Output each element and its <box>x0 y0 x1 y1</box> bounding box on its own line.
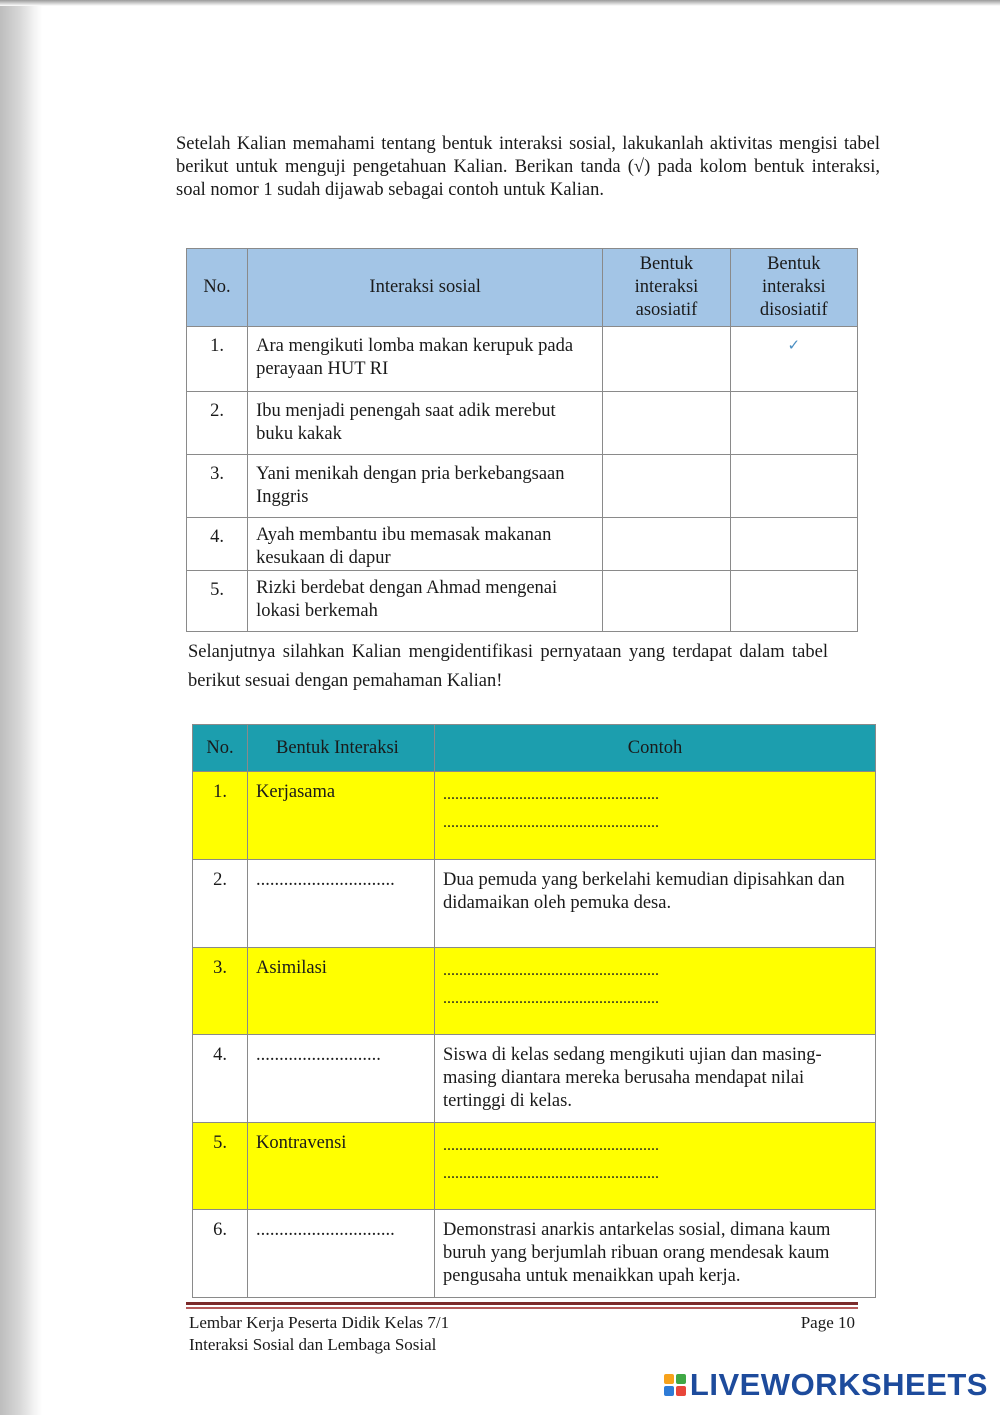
contoh-answer-field[interactable] <box>435 772 876 860</box>
table-row <box>193 772 876 860</box>
table-row <box>187 455 858 518</box>
t2-header-bentuk: Bentuk Interaksi <box>248 725 435 772</box>
table-row <box>187 571 858 632</box>
row-text: Rizki berdebat dengan Ahmad mengenai lokasi berkemah <box>248 571 603 632</box>
intro-paragraph: Setelah Kalian memahami tentang bentuk interaksi sosial, lakukanlah aktivitas mengisi tabel berikut untuk menguji pengetahuan Kalian. Berikan tanda (√) pada kolom bentuk interaksi, soal nomor 1 sudah dijawab sebagai contoh untuk Kalian. <box>176 134 880 200</box>
t1-header-disosiatif: Bentuk interaksi disosiatif <box>730 249 857 327</box>
interaction-table <box>186 248 858 632</box>
instruction-paragraph: Selanjutnya silahkan Kalian mengidentifikasi pernyataan yang terdapat dalam tabel berikut sesuai dengan pemahaman Kalian! <box>188 642 828 691</box>
footer-info <box>189 1312 449 1356</box>
contoh-answer-field[interactable] <box>435 1123 876 1210</box>
row-number: 3. <box>187 455 248 518</box>
table-row <box>187 518 858 571</box>
bentuk-label: Kerjasama <box>248 772 435 860</box>
row-number: 1. <box>193 772 248 860</box>
row-number: 3. <box>193 948 248 1035</box>
asosiatif-cell[interactable] <box>603 327 730 392</box>
t2-header-contoh: Contoh <box>435 725 876 772</box>
footer-line-2: Interaksi Sosial dan Lembaga Sosial <box>189 1335 437 1354</box>
footer-line-1: Lembar Kerja Peserta Didik Kelas 7/1 <box>189 1313 450 1332</box>
logo-square-icon <box>676 1386 686 1396</box>
table-row <box>193 1035 876 1123</box>
answer-line[interactable]: ...................................................... <box>443 962 659 979</box>
row-text: Ara mengikuti lomba makan kerupuk pada perayaan HUT RI <box>248 327 603 392</box>
answer-line[interactable]: ...................................................... <box>443 786 659 803</box>
brand-name: LIVEWORKSHEETS <box>689 1367 988 1402</box>
row-text: Yani menikah dengan pria berkebangsaan Inggris <box>248 455 603 518</box>
bentuk-label: Asimilasi <box>248 948 435 1035</box>
footer-rule <box>186 1302 858 1305</box>
logo-grid-icon <box>664 1374 686 1396</box>
logo-square-icon <box>664 1374 674 1384</box>
row-number: 4. <box>187 518 248 571</box>
row-number: 5. <box>187 571 248 632</box>
t1-header-interaksi: Interaksi sosial <box>248 249 603 327</box>
disosiatif-cell[interactable]: ✓ <box>730 327 857 392</box>
bentuk-answer-field[interactable]: .............................. <box>248 860 435 948</box>
liveworksheets-logo[interactable] <box>664 1367 988 1403</box>
table-row <box>193 948 876 1035</box>
row-text: Ibu menjadi penengah saat adik merebut buku kakak <box>248 392 603 455</box>
disosiatif-cell[interactable] <box>730 518 857 571</box>
footer-rule-thin <box>186 1307 858 1309</box>
table-row <box>187 392 858 455</box>
contoh-answer-field[interactable] <box>435 948 876 1035</box>
table-row <box>193 1210 876 1298</box>
contoh-text: Demonstrasi anarkis antarkelas sosial, dimana kaum buruh yang berjumlah ribuan orang mendesak kaum pengusaha untuk menaikkan upah kerja. <box>435 1210 876 1298</box>
page-shadow-top <box>0 0 1000 6</box>
contoh-text: Siswa di kelas sedang mengikuti ujian dan masing-masing diantara mereka berusaha mendapat nilai tertinggi di kelas. <box>435 1035 876 1123</box>
t2-header-no: No. <box>193 725 248 772</box>
bentuk-answer-field[interactable]: .............................. <box>248 1210 435 1298</box>
table-row <box>193 860 876 948</box>
asosiatif-cell[interactable] <box>603 518 730 571</box>
row-number: 5. <box>193 1123 248 1210</box>
row-text: Ayah membantu ibu memasak makanan kesukaan di dapur <box>248 518 603 571</box>
bentuk-label: Kontravensi <box>248 1123 435 1210</box>
table-row <box>187 327 858 392</box>
row-number: 1. <box>187 327 248 392</box>
bentuk-answer-field[interactable]: ........................... <box>248 1035 435 1123</box>
page-shadow-left <box>0 0 42 1415</box>
disosiatif-cell[interactable] <box>730 571 857 632</box>
t1-header-asosiatif: Bentuk interaksi asosiatif <box>603 249 730 327</box>
logo-square-icon <box>676 1374 686 1384</box>
contoh-text: Dua pemuda yang berkelahi kemudian dipisahkan dan didamaikan oleh pemuka desa. <box>435 860 876 948</box>
row-number: 2. <box>193 860 248 948</box>
answer-line[interactable]: ...................................................... <box>443 1165 659 1182</box>
answer-line[interactable]: ...................................................... <box>443 990 659 1007</box>
asosiatif-cell[interactable] <box>603 571 730 632</box>
answer-line[interactable]: ...................................................... <box>443 814 659 831</box>
t1-header-no: No. <box>187 249 248 327</box>
identification-table <box>192 724 876 1298</box>
disosiatif-cell[interactable] <box>730 392 857 455</box>
logo-square-icon <box>664 1386 674 1396</box>
row-number: 4. <box>193 1035 248 1123</box>
answer-line[interactable]: ...................................................... <box>443 1137 659 1154</box>
page-number: Page 10 <box>800 1313 855 1332</box>
row-number: 6. <box>193 1210 248 1298</box>
asosiatif-cell[interactable] <box>603 455 730 518</box>
asosiatif-cell[interactable] <box>603 392 730 455</box>
disosiatif-cell[interactable] <box>730 455 857 518</box>
table-row <box>193 1123 876 1210</box>
row-number: 2. <box>187 392 248 455</box>
